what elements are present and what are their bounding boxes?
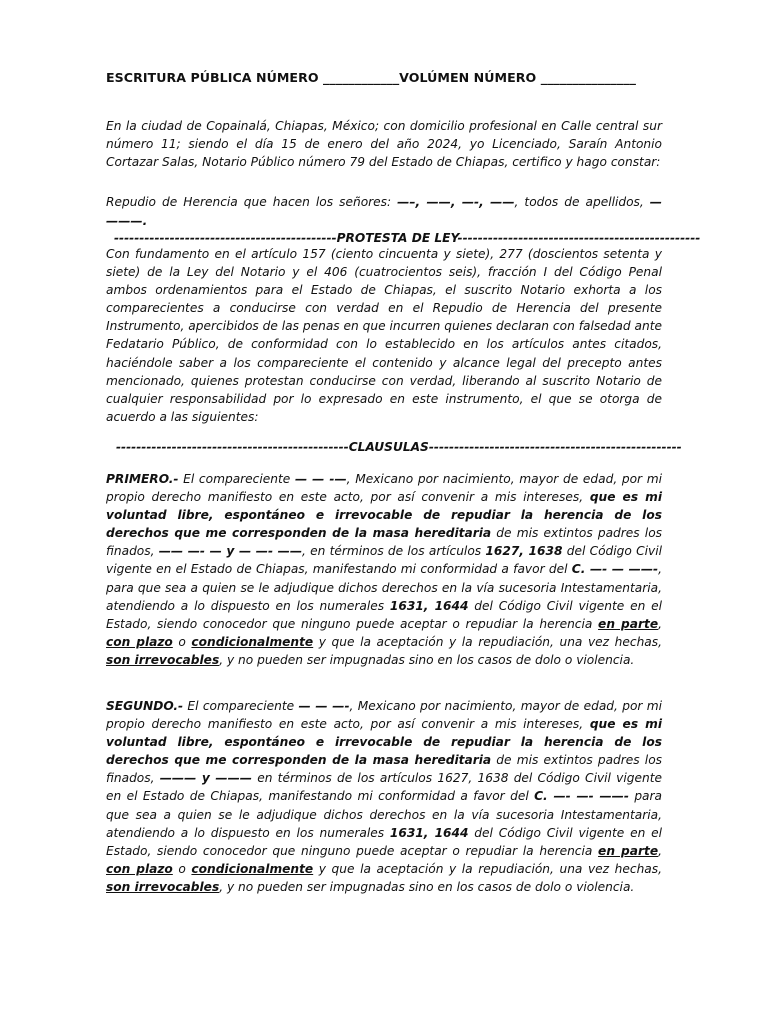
clause-text: , en términos de los artículos: [302, 544, 486, 559]
divider-dashes-left: --------------------------------------------: [114, 231, 337, 245]
clause-text: de mis extintos padres los finados,: [106, 753, 662, 786]
clause-underlined: condicionalmente: [191, 634, 314, 649]
clause-text: , y no pueden ser impugnadas sino en los casos de dolo o violencia.: [219, 879, 635, 894]
clause-text: para que sea a quien se le adjudique dichos derechos en la vía sucesoria Intestamentaria, atendiendo a lo dispuesto en los numerales: [106, 789, 663, 840]
clause-text: El compareciente: [183, 699, 299, 713]
repudio-surnames: — ———.: [106, 195, 662, 228]
clause-articles: 1631, 1644: [389, 598, 469, 613]
clause-bold-statement: que es mi voluntad libre, espontáneo e irrevocable de repudiar la herencia de los derechos que me corresponden de la masa hereditaria: [106, 717, 662, 768]
repudio-paragraph: [106, 193, 662, 231]
divider-dashes-right: ------------------------------------------------: [457, 231, 701, 245]
clause-favor: C. —- — ——-: [571, 562, 659, 577]
clause-text: o: [172, 634, 192, 649]
clause-articles: 1631, 1644: [389, 825, 469, 840]
document-heading: ESCRITURA PÚBLICA NÚMERO ____________VOLÚMEN NÚMERO _______________: [106, 70, 636, 85]
clause-underlined: en parte: [598, 616, 659, 631]
clause-text: o: [172, 861, 192, 876]
repudio-text: Repudio de Herencia que hacen los señores:: [106, 195, 398, 209]
clause-name: — — —-: [298, 699, 350, 713]
clause-label: PRIMERO.-: [106, 472, 179, 486]
clause-text: , y no pueden ser impugnadas sino en los casos de dolo o violencia.: [219, 652, 635, 667]
repudio-names: —–, ——, —-, ——: [397, 195, 515, 209]
clause-text: y que la aceptación y la repudiación, una vez hechas,: [313, 861, 662, 876]
clause-text: del Código Civil vigente en el Estado de Chiapas, manifestando mi conformidad a favor del: [106, 544, 662, 577]
clause-favor: C. —- —- ——-: [534, 789, 629, 804]
intro-paragraph: En la ciudad de Copainalá, Chiapas, México; con domicilio profesional en Calle central sur número 11; siendo el día 15 de enero del año 2024, yo Licenciado, Saraín Antonio Cortazar Salas, Notario Público número 79 del Estado de Chiapas, certifico y hago constar:: [106, 119, 662, 170]
clause-underlined: condicionalmente: [191, 861, 314, 876]
clause-bold-statement: que es mi voluntad libre, espontáneo e irrevocable de repudiar la herencia de los derechos que me corresponden de la masa hereditaria: [106, 490, 662, 541]
clause-text: , Mexicano por nacimiento, mayor de edad, por mi propio derecho manifiesto en este acto, por así convenir a mis intereses,: [106, 699, 662, 732]
divider-dashes-left: ----------------------------------------------: [116, 440, 349, 454]
clause-text: del Código Civil vigente en el Estado, siendo conocedor que ninguno puede aceptar o repudiar la herencia: [106, 825, 662, 858]
clause-underlined: son irrevocables: [106, 879, 220, 894]
clause-underlined: con plazo: [106, 861, 173, 876]
clause-segundo: [106, 697, 662, 896]
clause-text: y que la aceptación y la repudiación, una vez hechas,: [313, 634, 662, 649]
clause-underlined: con plazo: [106, 634, 173, 649]
clause-text: , para que sea a quien se le adjudique dichos derechos en la vía sucesoria Intestamentaria, atendiendo a lo dispuesto en los numerales: [106, 562, 662, 613]
clause-text: ,: [658, 616, 662, 631]
divider-dashes-right: --------------------------------------------------: [428, 440, 682, 454]
clause-underlined: son irrevocables: [106, 652, 220, 667]
repudio-suffix: , todos de apellidos,: [514, 195, 650, 209]
clause-articles: 1627, 1638: [485, 544, 563, 559]
clause-text: de mis extintos padres los finados,: [106, 526, 662, 559]
clause-name: — — -—: [294, 472, 347, 486]
clausulas-label: CLAUSULAS: [348, 440, 429, 454]
clause-text: del Código Civil vigente en el Estado, siendo conocedor que ninguno puede aceptar o repudiar la herencia: [106, 598, 662, 631]
clause-text: ,: [658, 843, 662, 858]
clausulas-divider: [116, 438, 682, 456]
clause-parents: —— —- — y — —- ——: [158, 544, 303, 559]
clause-text: , Mexicano por nacimiento, mayor de edad, por mi propio derecho manifiesto en este acto, por así convenir a mis intereses,: [106, 472, 663, 505]
clause-text: El compareciente: [178, 472, 295, 486]
protesta-label: PROTESTA DE LEY: [336, 231, 458, 245]
clause-text: en términos de los artículos 1627, 1638 del Código Civil vigente en el Estado de Chiapas, manifestando mi conformidad a favor del: [106, 771, 662, 804]
protesta-paragraph: Con fundamento en el artículo 157 (ciento cincuenta y siete), 277 (doscientos setenta y siete) de la Ley del Notario y el 406 (cuatrocientos seis), fracción I del Código Penal ambos ordenamientos para el Estado de Chiapas, el suscrito Notario exhorta a los comparecientes a conducirse con verdad en el Repudio de Herencia del presente Instrumento, apercibidos de las penas en que incurren quienes declaran con falsedad ante Fedatario Público, de conformidad con lo establecido en los artículos antes citados, haciéndole saber a los compareciente el contenido y alcance legal del precepto antes mencionado, quienes protestan conducirse con verdad, liberando al suscrito Notario de cualquier responsabilidad por lo expresado en este instrumento, el que se otorga de acuerdo a las siguientes:: [106, 247, 662, 424]
clause-label: SEGUNDO.-: [106, 699, 184, 713]
clause-underlined: en parte: [598, 843, 659, 858]
clause-parents: ——— y ———: [159, 771, 252, 786]
clause-primero: [106, 470, 662, 669]
